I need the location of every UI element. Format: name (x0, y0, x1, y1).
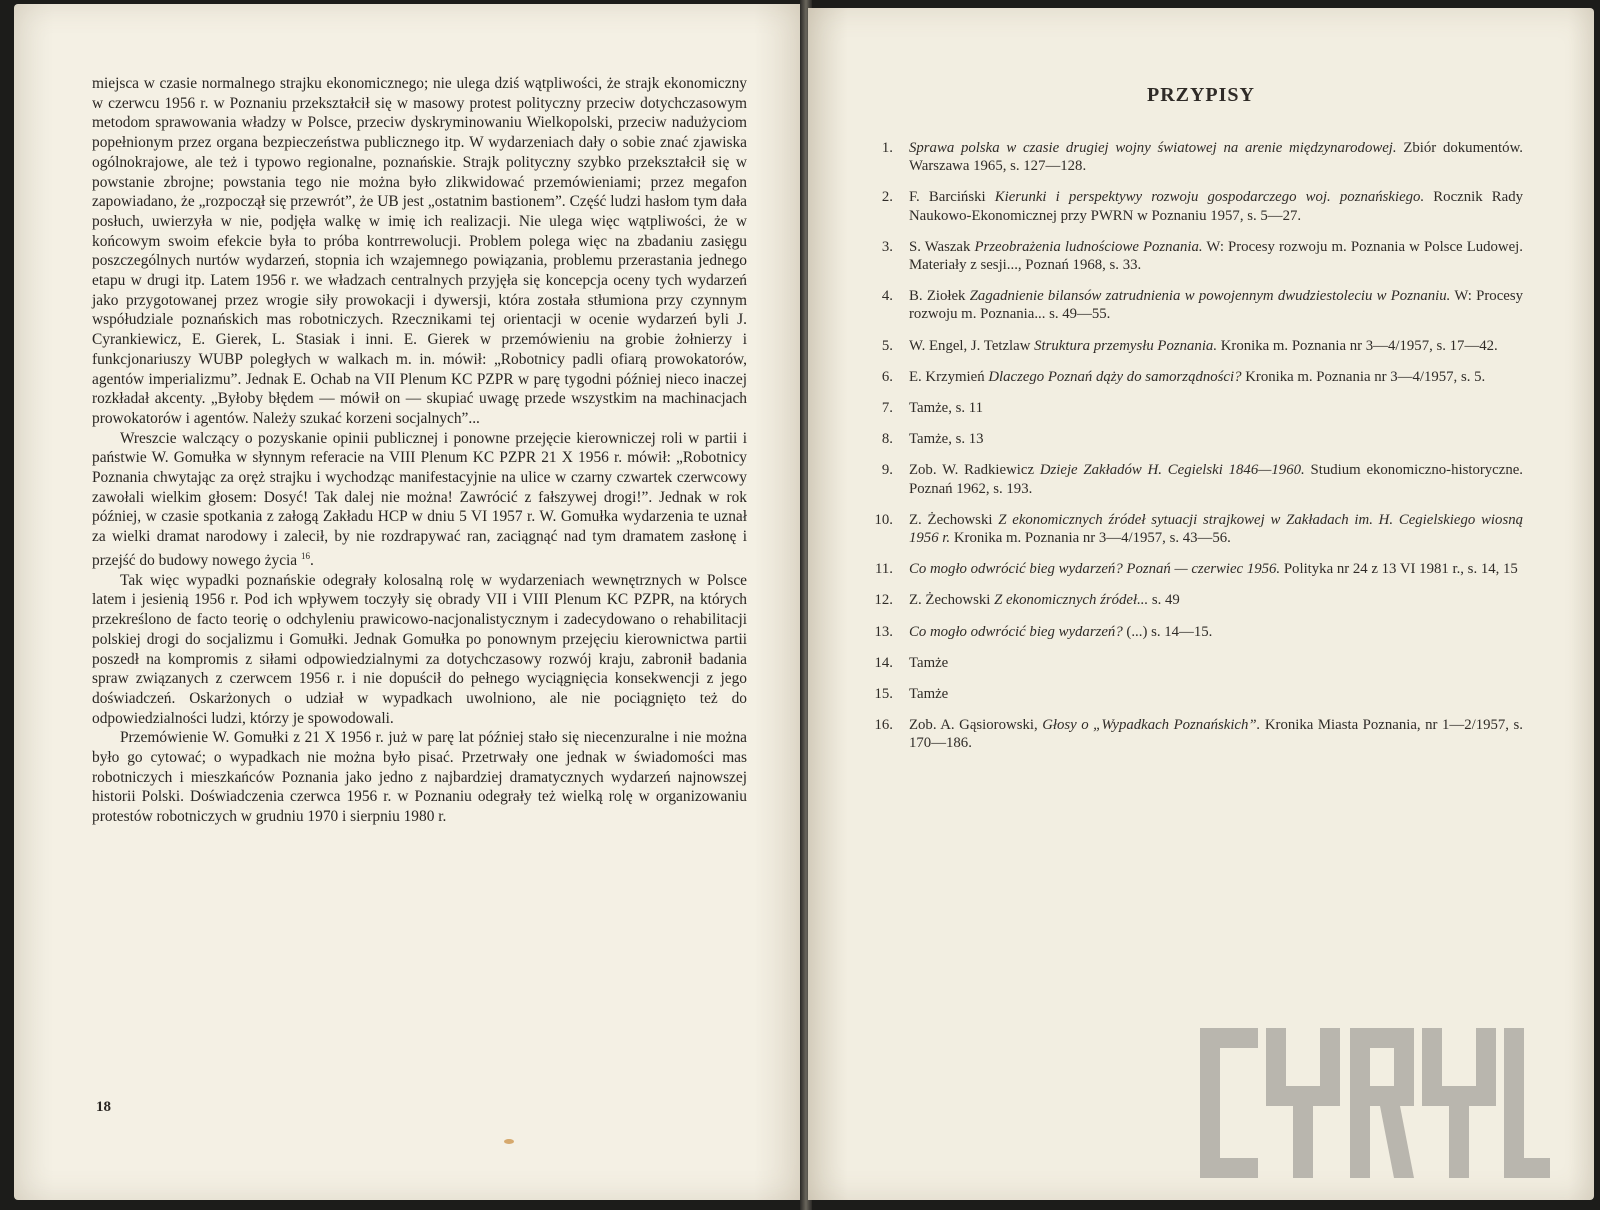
footnote-title: Zagadnienie bilansów zatrudnienia w powojennym dwudziestoleciu w Poznaniu. (969, 288, 1451, 305)
footnote-text (909, 287, 1523, 323)
footnote-title: Dzieje Zakładów H. Cegielski 1846—1960. (1039, 462, 1305, 479)
footnote-source: Tamże, s. 11 (909, 400, 984, 417)
footnote-title: Co mogło odwrócić bieg wydarzeń? (909, 623, 1123, 640)
footnote-item (863, 139, 1523, 175)
footnote-number: 2. (881, 189, 893, 206)
footnote-number: 16. (874, 717, 893, 734)
body-text (92, 74, 747, 827)
footnote-title: Sprawa polska w czasie drugiej wojny światowej na arenie międzynarodowej. (909, 140, 1397, 156)
footnote-author: Z. Żechowski (909, 592, 995, 609)
footnote-item (863, 430, 1523, 448)
paragraph: Przemówienie W. Gomułki z 21 X 1956 r. już w parę lat później stało się niecenzuralne i nie można było go cytować; o wypadkach nie można było pisać. Przetrwały one jednak w świadomości mas robotniczych i mieszkańców Poznania jako jedno z najbardziej dramatycznych wydarzeń najnowszej historii Polski. Doświadczenia czerwca 1956 r. w Poznaniu odegrały też wielką rolę w organizowaniu protestów robotniczych w grudniu 1970 i sierpniu 1980 r. (92, 729, 747, 826)
footnote-text (909, 591, 1523, 609)
paragraph-text: Wreszcie walczący o pozyskanie opinii publicznej i ponowne przejęcie kierowniczej roli w partii i państwie W. Gomułka w słynnym referacie na VIII Plenum KC PZPR 21 X 1956 r. mówił: „Robotnicy Poznania chwytając za oręż strajku i wychodząc manifestacyjnie na ulice w czarny czwartek czerwcowy zawołali wielkim głosem: Dosyć! Tak dalej nie można! Zawrócić z fałszywej drogi!”. Jednak w rok później, w czasie spotkania z załogą Zakładu HCP w dniu 5 VI 1957 r. W. Gomułka wydarzenia te uznał za wielki dramat narodowy i zalecił, by nie rozdrapywać ran, zaciągnąć nad tym dramatem zasłonę i przejść do budowy nowego życia (92, 429, 747, 569)
footnote-number: 9. (881, 462, 893, 479)
footnote-author: Zob. A. Gąsiorowski, (909, 717, 1043, 734)
left-page (14, 4, 804, 1200)
paragraph: Wreszcie walczący o pozyskanie opinii publicznej i ponowne przejęcie kierowniczej roli w partii i państwie W. Gomułka w słynnym referacie na VIII Plenum KC PZPR 21 X 1956 r. mówił: „Robotnicy Poznania chwytając za oręż strajku i wychodząc manifestacyjnie na ulice w czarny czwartek czerwcowy zawołali wielkim głosem: Dosyć! Tak dalej nie można! Zawrócić z fałszywej drogi!”. Jednak w rok później, w czasie spotkania z załogą Zakładu HCP w dniu 5 VI 1957 r. W. Gomułka wydarzenia te uznał za wielki dramat narodowy i zalecił, by nie rozdrapywać ran, zaciągnąć nad tym dramatem zasłonę i przejść do budowy nowego życia $^{16}$. (92, 429, 747, 569)
footnote-number: 12. (874, 592, 893, 609)
footnote-text (909, 139, 1523, 175)
footnote-item (863, 238, 1523, 274)
footnote-number: 15. (874, 686, 893, 703)
footnote-author: W. Engel, J. Tetzlaw (909, 337, 1035, 354)
footnote-item (863, 560, 1523, 578)
footnote-number: 8. (881, 431, 893, 448)
footnote-text (909, 188, 1523, 224)
footnote-source: W: Procesy rozwoju m. Poznania... s. 49—55. (909, 288, 1523, 323)
right-page (808, 8, 1594, 1200)
footnote-source: Studium ekonomiczno-historyczne. Poznań 1962, s. 193. (909, 462, 1523, 497)
footnote-item (863, 461, 1523, 497)
footnote-item (863, 368, 1523, 386)
footnote-source: s. 49 (1148, 592, 1180, 609)
paper-stain (504, 1139, 514, 1144)
footnote-source: Rocznik Rady Naukowo-Ekonomicznej przy PWRN w Poznaniu 1957, s. 5—27. (909, 189, 1523, 224)
footnote-source: Zbiór dokumentów. Warszawa 1965, s. 127—128. (909, 140, 1523, 175)
footnote-title: Przeobrażenia ludnościowe Poznania. (974, 238, 1203, 255)
footnote-text (909, 716, 1523, 752)
footnote-source: Polityka nr 24 z 13 VI 1981 r., s. 14, 15 (1280, 561, 1518, 578)
footnote-number: 5. (881, 337, 893, 354)
footnote-source: Tamże, s. 13 (909, 431, 984, 448)
footnote-text (909, 685, 1523, 703)
footnote-title: Z ekonomicznych źródeł sytuacji strajkowej w Zakładach im. H. Cegielskiego wiosną 1956 r. (909, 511, 1524, 547)
footnote-text (909, 560, 1523, 578)
footnote-source: Tamże (909, 654, 949, 671)
footnote-author: F. Barciński (909, 189, 995, 206)
footnote-source: Kronika Miasta Poznania, nr 1—2/1957, s. 170—186. (909, 717, 1523, 752)
footnote-title: Głosy o „Wypadkach Poznańskich”. (1042, 717, 1261, 734)
footnote-text (909, 511, 1523, 547)
footnote-item (863, 337, 1523, 355)
footnote-text (909, 461, 1523, 497)
footnote-number: 3. (881, 238, 893, 255)
paragraph: miejsca w czasie normalnego strajku ekonomicznego; nie ulega dziś wątpliwości, że strajk ekonomiczny w czerwcu 1956 r. w Poznaniu przekształcił się w masowy protest polityczny przeciw dotychczasowym metodom sprawowania władzy w Polsce, przeciw dyskryminowaniu Wielkopolski, przeciw nadużyciom popełnionym przez organa bezpieczeństwa publicznego itp. W wydarzeniach dały o sobie znać zjawiska ogólnokrajowe, ale też i typowo regionalne, poznańskie. Strajk polityczny szybko przekształcił się w powstanie zbrojne; powstania tego nie można było zlikwidować przemówieniami; przez megafon zapowiadano, że „rozpoczął się przewrót”, że UB jest „ostatnim bastionem”. Część ludzi hasłom tym dała posłuch, uwierzyła w nie, podjęła walkę w imię ich realizacji. Nie ulega więc wątpliwości, że w końcowym swoim efekcie była to próba kontrrewolucji. Problem polega więc na zbadaniu zasięgu poszczególnych nurtów wydarzeń, stopnia ich wzajemnego powiązania, problemu przerastania jednego etapu w drugi itp. Latem 1956 r. we władzach centralnych przyjęła się koncepcja oceny tych wydarzeń jako przygotowanej przez wrogie siły prowokacji i dywersji, która została stłumiona przy czynnym współudziale poznańskich mas robotniczych. Rzecznikami tej orientacji w ocenie wydarzeń byli J. Cyrankiewicz, E. Gierek, L. Stasiak i inni. E. Gierek w przemówieniu na grobie żołnierzy i funkcjonariuszy WUBP poległych w walkach m. in. mówił: „Robotnicy padli ofiarą prowokatorów, agentów imperializmu”. Jednak E. Ochab na VII Plenum KC PZPR w parę tygodni później nieco inaczej rozkładał akcenty. „Byłoby błędem — mówił on — skupiać uwagę przede wszystkim na machinacjach prowokatorów i agentów. Należy szukać korzeni socjalnych”... (92, 75, 747, 427)
footnote-text (909, 654, 1523, 672)
footnote-text (909, 368, 1523, 386)
page-number: 18 (96, 1099, 111, 1115)
footnote-number: 14. (874, 654, 893, 671)
footnote-text (909, 430, 1523, 448)
footnote-author: B. Ziołek (909, 288, 970, 305)
footnote-title: Struktura przemysłu Poznania. (1034, 337, 1218, 354)
footnote-title: Z ekonomicznych źródeł... (994, 592, 1149, 609)
footnote-author: E. Krzymień (909, 368, 989, 385)
footnote-author: S. Waszak (909, 238, 975, 255)
footnote-source: Kronika m. Poznania nr 3—4/1957, s. 43—56. (950, 530, 1231, 547)
footnote-text (909, 337, 1523, 355)
footnote-item (863, 511, 1523, 547)
footnote-number: 6. (881, 368, 893, 385)
page-title: PRZYPISY (1146, 84, 1255, 106)
footnote-reference: 16 (301, 550, 311, 561)
footnote-source: W: Procesy rozwoju m. Poznania w Polsce Ludowej. Materiały z sesji..., Poznań 1968, s. 33. (909, 238, 1523, 274)
cyryl-watermark-logo (1200, 1028, 1550, 1178)
footnote-title: Co mogło odwrócić bieg wydarzeń? Poznań — czerwiec 1956. (909, 561, 1281, 578)
footnote-author: Zob. W. Radkiewicz (909, 462, 1040, 479)
footnote-number: 10. (874, 511, 893, 528)
footnote-source: Tamże (909, 686, 949, 703)
footnote-title: Dlaczego Poznań dąży do samorządności? (988, 368, 1242, 385)
footnote-number: 7. (881, 400, 893, 417)
footnote-item (863, 287, 1523, 323)
footnote-number: 4. (881, 288, 893, 305)
footnote-number: 11. (875, 561, 893, 578)
footnote-text (909, 238, 1523, 274)
footnote-item (863, 654, 1523, 672)
footnote-item (863, 188, 1523, 224)
footnote-item (863, 623, 1523, 641)
paragraph: Tak więc wypadki poznańskie odegrały kolosalną rolę w wydarzeniach wewnętrznych w Polsce latem i jesienią 1956 r. Pod ich wpływem toczyły się obrady VII i VIII Plenum KC PZPR, na których przekreślono de facto teorię o odchyleniu prawicowo-nacjonalistycznym i zadecydowano o rehabilitacji polskiej drogi do socjalizmu i Gomułki. Jednak Gomułka po ponownym przejęciu kierownictwa partii poszedł na kompromis z siłami odpowiedzialnymi za dotychczasowy rozwój kraju, zabronił badania spraw związanych z czerwcem 1956 r. i nie dopuścił do pełnego wyciągnięcia konsekwencji z jego doświadczeń. Oskarżonych o udział w wypadkach uwolniono, ale nie pociągnięto też do odpowiedzialności ludzi, którzy je spowodowali. (92, 571, 747, 727)
footnote-item (863, 716, 1523, 752)
footnote-text (909, 623, 1523, 641)
footnote-source: (...) s. 14—15. (1122, 623, 1213, 640)
footnote-item (863, 591, 1523, 609)
footnote-text (909, 399, 1523, 417)
footnote-item (863, 399, 1523, 417)
footnote-author: Z. Żechowski (909, 511, 999, 528)
footnote-number: 1. (881, 140, 893, 156)
footnotes-list (863, 139, 1523, 766)
footnote-number: 13. (874, 623, 893, 640)
footnote-source: Kronika m. Poznania nr 3—4/1957, s. 17—42. (1217, 337, 1498, 354)
footnote-item (863, 685, 1523, 703)
footnote-title: Kierunki i perspektywy rozwoju gospodarczego woj. poznańskiego. (994, 189, 1425, 206)
footnote-source: Kronika m. Poznania nr 3—4/1957, s. 5. (1241, 368, 1486, 385)
